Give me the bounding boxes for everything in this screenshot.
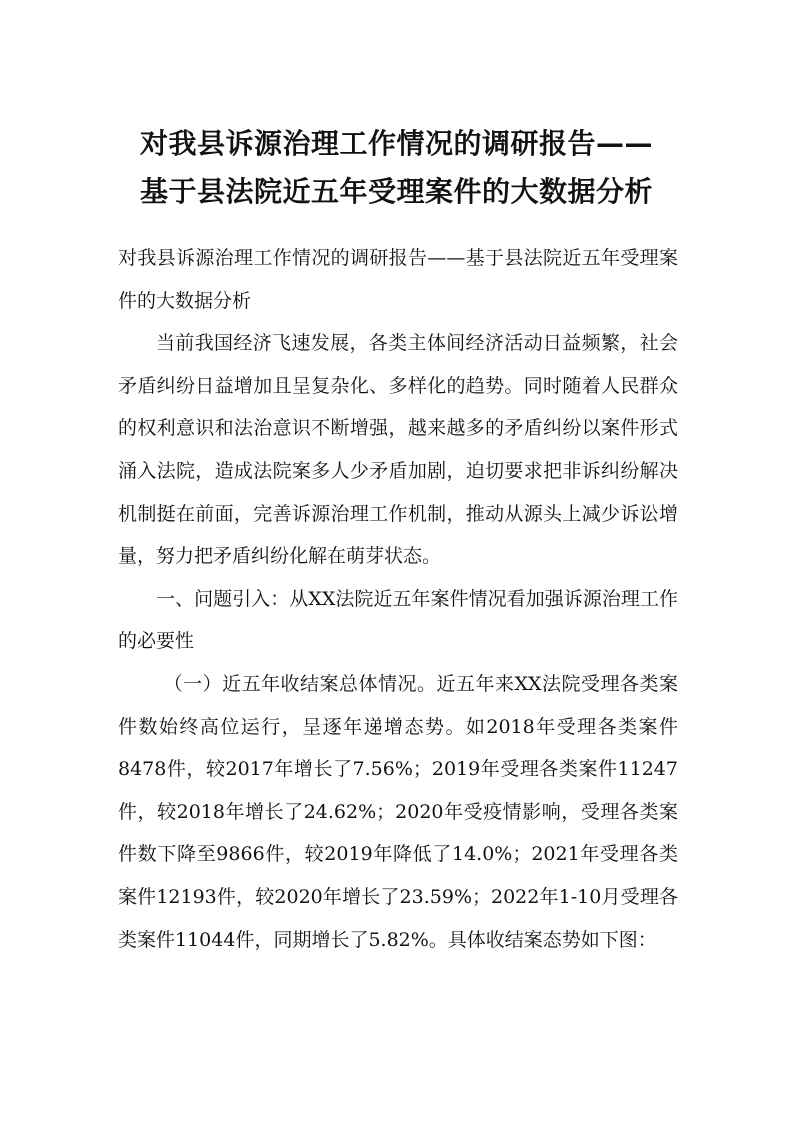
statistics-paragraph: （一）近五年收结案总体情况。近五年来XX法院受理各类案件数始终高位运行，呈逐年递增态势。如2018年受理各类案件8478件，较2017年增长了7.56%；2019年受理各类案件11247件，较2018年增长了24.62%；2020年受疫情影响，受理各类案件数下降至9866件，较2019年降低了14.0%；2021年受理各类案件12193件，较2020年增长了23.59%；2022年1-10月受理各类案件11044件，同期增长了5.82%。具体收结案态势如下图： xyxy=(118,672,678,951)
intro-paragraph: 当前我国经济飞速发展，各类主体间经济活动日益频繁，社会矛盾纠纷日益增加且呈复杂化、多样化的趋势。同时随着人民群众的权利意识和法治意识不断增强，越来越多的矛盾纠纷以案件形式涌入法院，造成法院案多人少矛盾加剧，迫切要求把非诉纠纷解决机制挺在前面，完善诉源治理工作机制，推动从源头上减少诉讼增量，努力把矛盾纠纷化解在萌芽状态。 xyxy=(118,332,678,568)
document-title-line-1: 对我县诉源治理工作情况的调研报告—— xyxy=(139,127,653,160)
subtitle-paragraph: 对我县诉源治理工作情况的调研报告——基于县法院近五年受理案件的大数据分析 xyxy=(118,247,678,312)
document-title-line-2: 基于县法院近五年受理案件的大数据分析 xyxy=(139,175,653,208)
section-heading-paragraph: 一、问题引入：从XX法院近五年案件情况看加强诉源治理工作的必要性 xyxy=(118,587,678,653)
document-body xyxy=(118,237,678,961)
